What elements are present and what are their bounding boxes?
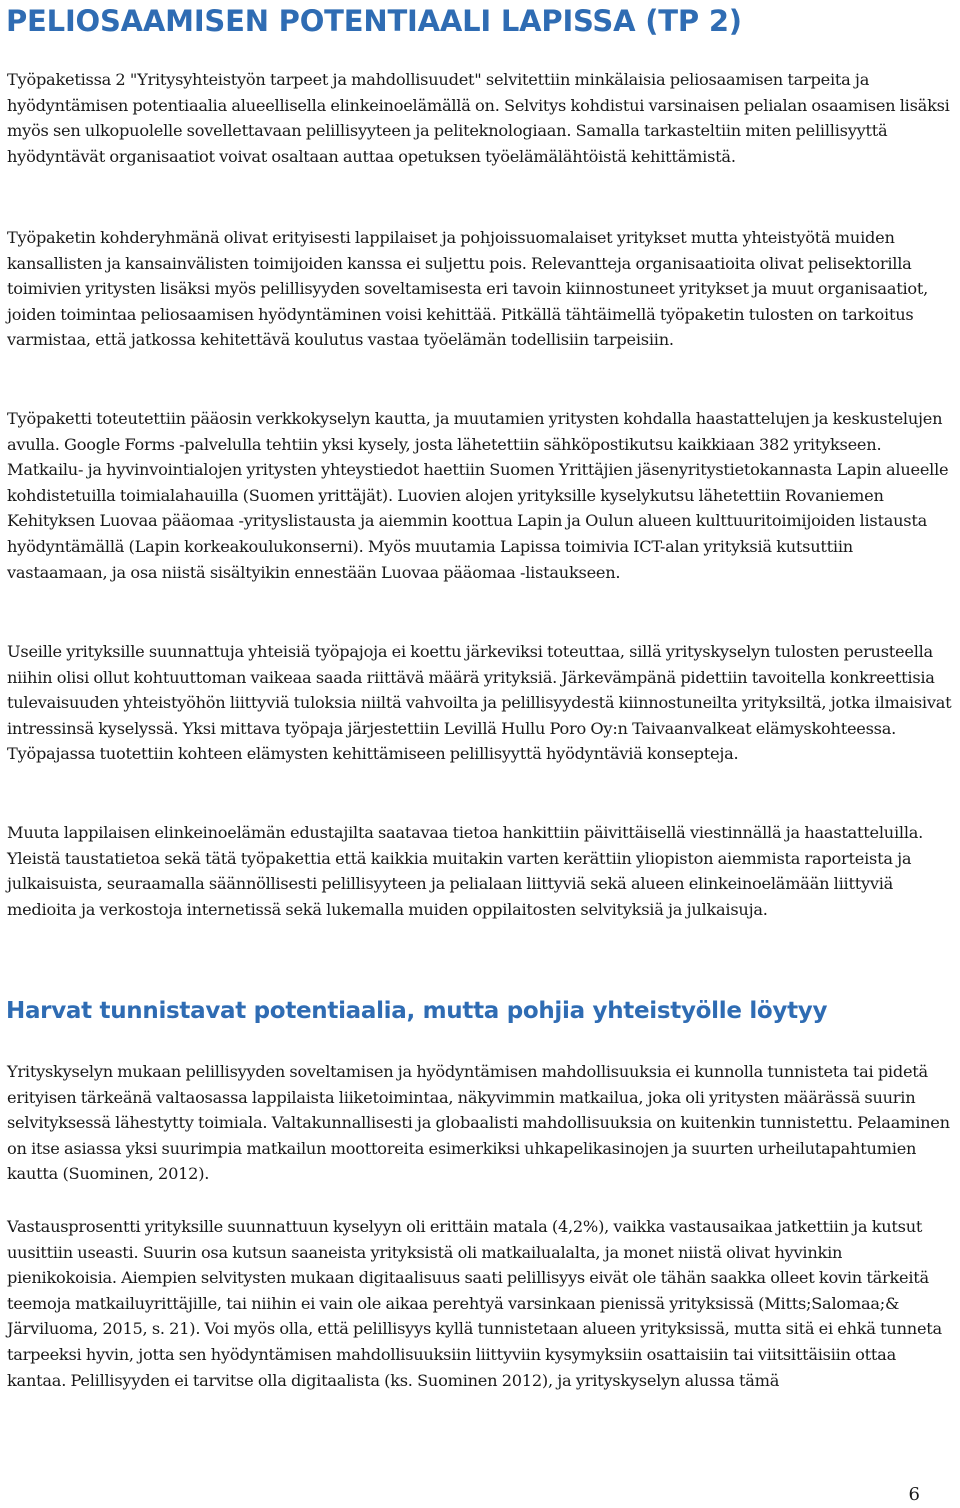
paragraph-intro: Työpaketissa 2 "Yritysyhteistyön tarpeet ja mahdollisuudet" selvitettiin minkälaisia peliosaamisen tarpeita ja hyödyntämisen potentiaalia alueellisella elinkeinoelämällä on. Selvitys kohdistui varsinaisen pelialan osaamisen lisäksi myös sen ulkopuolelle sovellettavaan pelillisyyteen ja peliteknologiaan. Samalla tarkasteltiin miten pelillisyyttä hyödyntävät organisaatiot voivat osaltaan auttaa opetuksen työelämälähtöistä kehittämistä. [7, 70, 950, 166]
page-number: 6 [908, 1484, 920, 1505]
paragraph-target-group: Työpaketin kohderyhmänä olivat erityisesti lappilaiset ja pohjoissuomalaiset yritykset mutta yhteistyötä muiden kansallisten ja kansainvälisten toimijoiden kanssa ei suljettu pois. Relevantteja organisaatioita olivat pelisektorilla toimivien yritysten lisäksi myös pelillisyyden soveltamisesta eri tavoin kiinnostuneet yritykset ja muut organisaatiot, joiden toimintaa peliosaamisen hyödyntäminen voisi kehittää. Pitkällä tähtäimellä työpaketin tulosten on tarkoitus varmistaa, että jatkossa kehitettävä koulutus vastaa työelämän todellisiin tarpeisiin. [7, 228, 929, 350]
paragraph-other-info: Muuta lappilaisen elinkeinoelämän edustajilta saatavaa tietoa hankittiin päivittäisellä viestinnällä ja haastatteluilla. Yleistä taustatietoa sekä tätä työpakettia että kaikkia muitakin varten kerättiin yliopiston aiemmista raporteista ja julkaisuista, seuraamalla säännöllisesti pelillisyyteen ja pelialaan liittyviä sekä alueen elinkeinoelämään liittyviä medioita ja verkostoja internetissä sekä lukemalla muiden oppilaitosten selvityksiä ja julkaisuja. [7, 823, 924, 919]
paragraph-implementation: Työpaketti toteutettiin pääosin verkkokyselyn kautta, ja muutamien yritysten kohdalla haastattelujen ja keskustelujen avulla. Google Forms -palvelulla tehtiin yksi kysely, josta lähetettiin sähköpostikutsu kaikkiaan 382 yritykseen. Matkailu- ja hyvinvointialojen yritysten yhteystiedot haettiin Suomen Yrittäjien jäsenyritystietokannasta Lapin alueelle kohdistetuilla toimialahauilla (Suomen yrittäjät). Luovien alojen yrityksille kyselykutsu lähetettiin Rovaniemen Kehityksen Luovaa pääomaa -yrityslistausta ja aiemmin koottua Lapin ja Oulun alueen kulttuuritoimijoiden listausta hyödyntämällä (Lapin korkeakoulukonserni). Myös muutamia Lapissa toimivia ICT-alan yrityksiä kutsuttiin vastaamaan, ja osa niistä sisältyikin ennestään Luovaa pääomaa -listaukseen. [7, 409, 949, 582]
section-heading: Harvat tunnistavat potentiaalia, mutta pohjia yhteistyölle löytyy [6, 998, 828, 1024]
paragraph-survey-findings: Yrityskyselyn mukaan pelillisyyden soveltamisen ja hyödyntämisen mahdollisuuksia ei kunnolla tunnisteta tai pidetä erityisen tärkeänä valtaosassa lappilaista liiketoimintaa, näkyvimmin matkailua, joka oli yritysten määrässä suurin selvityksessä lähestytty toimiala. Valtakunnallisesti ja globaalisti mahdollisuuksia on kuitenkin tunnistettu. Pelaaminen on itse asiassa yksi suurimpia matkailun moottoreita esimerkiksi uhkapelikasinojen ja suurten urheilutapahtumien kautta (Suominen, 2012). [7, 1062, 950, 1184]
page-title: PELIOSAAMISEN POTENTIAALI LAPISSA (TP 2) [6, 4, 742, 38]
paragraph-response-rate: Vastausprosentti yrityksille suunnattuun kyselyyn oli erittäin matala (4,2%), vaikka vastausaikaa jatkettiin ja kutsut uusittiin useasti. Suurin osa kutsun saaneista yrityksistä oli matkailualalta, ja monet niistä olivat hyvinkin pienikokoisia. Aiempien selvitysten mukaan digitaalisuus saati pelillisyys eivät ole tähän saakka olleet kovin tärkeitä teemoja matkailuyrittäjille, tai niihin ei vain ole aikaa perehtyä varsinkaan pienissä yrityksissä (Mitts;Salomaa;& Järviluoma, 2015, s. 21). Voi myös olla, että pelillisyys kyllä tunnistetaan alueen yrityksissä, mutta sitä ei ehkä tunneta tarpeeksi hyvin, jotta sen hyödyntämisen mahdollisuuksiin liittyviin kysymyksiin osattaisiin tai viitsittäisiin ottaa kantaa. Pelillisyyden ei tarvitse olla digitaalista (ks. Suominen 2012), ja yrityskyselyn alussa tämä [7, 1217, 942, 1390]
paragraph-workshops: Useille yrityksille suunnattuja yhteisiä työpajoja ei koettu järkeviksi toteuttaa, sillä yrityskyselyn tulosten perusteella niihin olisi ollut kohtuuttoman vaikeaa saada riittävä määrä yrityksiä. Järkevämpänä pidettiin tavoitella konkreettisia tulevaisuuden yhteistyöhön liittyviä tuloksia niiltä vahvoilta ja pelillisyydestä kiinnostuneilta yrityksiltä, jotka ilmaisivat intressinsä kyselyssä. Yksi mittava työpaja järjestettiin Levillä Hullu Poro Oy:n Taivaanvalkeat elämyskohteessa. Työpajassa tuotettiin kohteen elämysten kehittämiseen pelillisyyttä hyödyntäviä konsepteja. [7, 642, 952, 764]
